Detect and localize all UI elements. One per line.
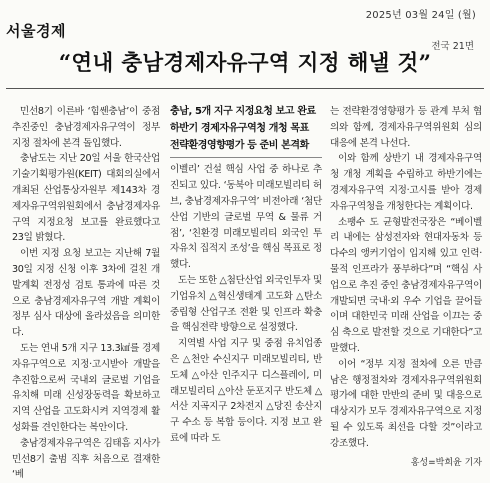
subheadline-box [170,104,322,158]
paragraph: 민선8기 이른바 ‘힘쎈충남’이 중점 추진중인 충남경제자유구역이 정부 지정 절차에 본격 돌입했다. [12,106,160,149]
paragraph: 충남경제자유구역은 김태흠 지사가 민선8기 출범 직후 처음으로 결재한 ‘베 [12,437,161,481]
paragraph: 도는 또한 △첨단산업 외국인투자 및 기업유치 △혁신생태계 고도화 △탄소중립형 산업구조 전환 및 인프라 확충을 핵심전략 방향으로 설정했다. [170,274,322,334]
paragraph: 이벨리’ 건설 핵심 사업 중 하나로 추진되고 있다. ‘동북아 미래모빌리티 허브, 충남경제자유구역’ 비전아래 ‘첨단산업 기반의 글로벌 무역 & 물류 거점’, ‘친환경 미래모빌리티 외국인 투자유치 집적지 조성’을 핵심 목표로 정했다. [170,164,322,271]
article-column-2 [170,104,322,447]
paragraph: 소팽수 도 균형발전국장은 “베이벨리 내에는 삼성전자와 현대자동차 등 다수의 앵커기업이 입지해 있고 인력·물적 인프라가 풍부하다”며 “핵심 사업으로 추진 중인 충남경제자유구역이 개발되면 국내·외 우수 기업을 끌어들이며 대한민국 미래 산업을 이끄는 중심 축으로 발전할 것으로 기대한다”고 말했다. [330,216,482,354]
publication-date: 2025년 03월 24일 (월) [365,10,476,21]
article-column-1 [12,104,160,483]
headline-divider [6,88,484,89]
article-column-3 [330,104,482,468]
subheadline: 충남, 5개 지구 지정요청 보고 완료 [170,106,316,117]
byline: 홍성=박희윤 기자 [410,457,482,468]
paragraph: 이어 “정부 지정 절차에 오른 만큼 남은 행정절차와 경제자유구역위원회 평가에 대한 만반의 준비 및 대응으로 대상지가 모두 경제자유구역으로 지정될 수 있도록 최선을 다할 것”이라고 강조했다. [330,358,482,449]
newspaper-name: 서울경제 [6,22,66,40]
paragraph: 이와 함께 상반기 내 경제자유구역청 개청 계획을 수립하고 하반기에는 경제자유구역 지정·고시를 받아 경제자유구역청을 개청한다는 계획이다. [330,153,482,212]
paragraph: 이번 지정 요청 보고는 지난해 7월 30일 지정 신청 이후 3차에 걸친 개발계획 전정성 검토 통과에 따른 것으로 충남경제자유구역 개발 계획이 정부 심사 대상에 올라섰음을 의미한다. [12,248,160,339]
headline: “연내 충남경제자유구역 지정 해낼 것” [58,51,432,76]
edition-label: 전국 21면 [431,41,474,52]
paragraph: 는 전략환경영향평가 등 관계 부처 협의와 함께, 경제자유구역위원회 심의 대응에 본격 나선다. [330,106,482,149]
paragraph: 지역별 사업 지구 및 중점 유치업종은 △천안 수신지구 미래모빌리티, 반도체 △아산 인주지구 디스플레이, 미래모빌리티 △아산 둔포지구 반도체 △서산 지곡지구 2차전지 △당진 송산지구 수소 등 복합 등이다. 지정 보고 완료에 따라 도 [170,338,322,444]
paragraph: 도는 연내 5개 지구 13.3㎢를 경제자유구역으로 지정·고시받아 개발을 추진함으로써 국내외 글로벌 기업을 유치해 미래 신성장동력을 확보하고 지역 산업을 고도화시켜 지역경제 활성화를 견인한다는 복안이다. [12,342,160,433]
masthead [0,0,490,40]
subheadline: 하반기 경제자유구역청 개청 목표 [170,122,309,134]
subheadline: 전략환경영향평가 등 준비 본격화 [170,139,309,151]
paragraph: 충남도는 지난 20일 서울 한국산업기술기획평가원(KEIT) 대회의실에서 개최된 산업통상자원부 제143차 경제자유구역위원회에서 충남경제자유구역 지정요청 보고를 완료했다고 23일 밝혔다. [12,153,160,244]
